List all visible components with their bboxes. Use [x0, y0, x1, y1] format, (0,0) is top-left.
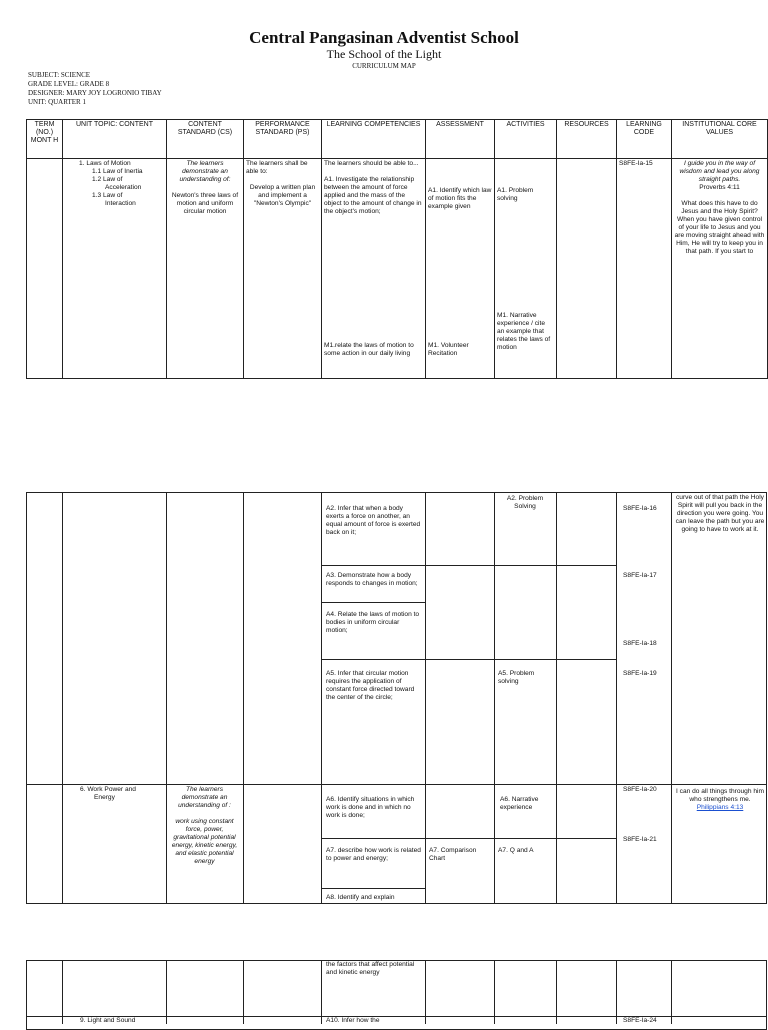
topic9: 9. Light and Sound [80, 1017, 136, 1024]
row-divider [321, 838, 616, 839]
row-divider [321, 888, 425, 889]
document-type: CURRICULUM MAP [352, 62, 416, 70]
lc-a8-cont: the factors that affect potential and kinetic energy [326, 961, 415, 976]
topic6-line: 6. Work Power and [80, 786, 136, 793]
col-resources: RESOURCES [557, 120, 617, 159]
col-assessment: ASSESSMENT [426, 120, 495, 159]
col-unit-topic: UNIT TOPIC: CONTENT [63, 120, 167, 159]
row-divider [321, 659, 616, 660]
col-divider [556, 492, 557, 904]
resources-cell [557, 159, 617, 379]
core-values-cell [672, 159, 768, 379]
unit-topic-cell [63, 159, 167, 379]
term-cell [27, 159, 63, 379]
row-divider [321, 565, 616, 566]
topic6-line: Energy [94, 794, 115, 801]
lc-a6: A6. Identify situations in which work is done and in which no work is done; [326, 796, 415, 819]
col-divider [671, 492, 672, 904]
topic-line: Acceleration [105, 184, 142, 191]
performance-standard-cell [244, 159, 322, 379]
values6-ref-link[interactable]: Philippians 4:13 [696, 804, 744, 811]
subject-line: SUBJECT: SCIENCE [28, 71, 91, 79]
col-divider [243, 960, 244, 1024]
lc-a7: A7. describe how work is related to power and energy; [326, 847, 421, 862]
col-divider [166, 960, 167, 1024]
values6-text: I can do all things through him who strengthens me. [676, 788, 764, 803]
topic-line: 1.1 Law of Inertia [92, 168, 143, 175]
lc-a1: A1. Investigate the relationship between the amount of force applied and the mass of the object to the amount of change in the object's motion; [324, 176, 422, 215]
act-a1: A1. Problem solving [497, 187, 534, 202]
col-content-standard: CONTENT STANDARD (CS) [167, 120, 244, 159]
col-term: TERM (NO.) MONT H [27, 120, 63, 159]
act-m1: M1. Narrative experience / cite an example that relates the laws of motion [497, 312, 551, 351]
col-divider [321, 960, 322, 1024]
cs-body: Newton's three laws of motion and uniform circular motion [171, 192, 239, 215]
values-ref: Proverbs 4:11 [699, 184, 740, 191]
lc-intro: The learners should be able to... [324, 160, 419, 167]
act-a2: A2. Problem Solving [506, 495, 544, 510]
col-divider [671, 960, 672, 1024]
learning-code-cell [617, 159, 672, 379]
topic-line: 1.2 Law of [92, 176, 123, 183]
values-continued: curve out of that path the Holy Spirit will pull you back in the direction you were going. You can leave the path but you are going to have to work at it. [675, 494, 765, 533]
code-a6: S8FE-Ia-20 [623, 786, 657, 793]
act-a5: A5. Problem solving [498, 670, 535, 685]
col-divider [243, 492, 244, 904]
col-divider [494, 960, 495, 1024]
act-a6: A6. Narrative experience [500, 796, 539, 811]
code-a7: S8FE-Ia-21 [623, 836, 657, 843]
competencies-cell [322, 159, 426, 379]
code-a3: S8FE-Ia-17 [623, 572, 657, 579]
table-header-row [27, 120, 768, 159]
unit-line: UNIT: QUARTER 1 [28, 98, 86, 106]
col-divider [616, 960, 617, 1024]
ps-body: Develop a written plan and implement a "Newton's Olympic" [249, 184, 316, 207]
code-a2: S8FE-Ia-16 [623, 505, 657, 512]
col-divider [425, 492, 426, 904]
lc-a10: A10. Infer how the [326, 1017, 380, 1024]
table-row [27, 159, 768, 379]
assess-m1: M1. Volunteer Recitation [428, 342, 469, 357]
cs6-intro: The learners demonstrate an understanding of : [178, 786, 231, 809]
values-body: What does this have to do Jesus and the Holy Spirit? When you have given control of your life to Jesus and you are moving straight ahead with Him, He will try to keep you in that path. If you start to [674, 200, 765, 255]
col-learning-competencies: LEARNING COMPETENCIES [322, 120, 426, 159]
topic-line: Interaction [105, 200, 136, 207]
col-divider [321, 492, 322, 904]
col-learning-code: LEARNING CODE [617, 120, 672, 159]
code-a5: S8FE-Ia-19 [623, 670, 657, 677]
lc-m1: M1.relate the laws of motion to some action in our daily living [324, 342, 414, 357]
topic-line: 1.3 Law of [92, 192, 123, 199]
code-a10: S8FE-Ia-24 [623, 1017, 657, 1024]
lc-a8: A8. Identify and explain [326, 894, 395, 901]
col-divider [166, 492, 167, 904]
topic-line: 1. Laws of Motion [79, 160, 131, 167]
col-divider [556, 960, 557, 1024]
lc-a2: A2. Infer that when a body exerts a force on another, an equal amount of force is exerted back on it; [326, 505, 421, 536]
col-activities: ACTIVITIES [495, 120, 557, 159]
values6-cell [673, 788, 767, 812]
cs6-cell [168, 786, 241, 866]
cs-intro: The learners demonstrate an understanding of: [179, 160, 231, 183]
lc-a4: A4. Relate the laws of motion to bodies in uniform circular motion; [326, 611, 420, 634]
col-divider [494, 492, 495, 904]
school-tagline: The School of the Light [326, 47, 442, 61]
col-divider [425, 960, 426, 1024]
grade-line: GRADE LEVEL: GRADE 8 [28, 80, 110, 88]
curriculum-table-page1 [26, 119, 768, 379]
col-divider [62, 492, 63, 904]
assessment-cell [426, 159, 495, 379]
row-divider [321, 602, 425, 603]
col-divider [616, 492, 617, 904]
school-name: Central Pangasinan Adventist School [249, 28, 519, 47]
lc-a5: A5. Infer that circular motion requires the application of constant force directed toward the center of the circle; [326, 670, 415, 701]
content-standard-cell [167, 159, 244, 379]
values-quote: I guide you in the way of wisdom and lead you along straight paths. [679, 160, 760, 183]
code-value: S8FE-Ia-15 [619, 160, 653, 167]
col-divider [62, 960, 63, 1024]
ps-intro: The learners shall be able to: [246, 160, 308, 175]
lc-a3: A3. Demonstrate how a body responds to changes in motion; [326, 572, 418, 587]
designer-line: DESIGNER: MARY JOY LOGRONIO TIBAY [28, 89, 162, 97]
row-divider [26, 784, 767, 785]
col-performance-standard: PERFORMANCE STANDARD (PS) [244, 120, 322, 159]
cs6-body: work using constant force, power, gravitational potential energy, kinetic energy, and elastic potential energy [171, 818, 238, 865]
code-a4: S8FE-Ia-18 [623, 640, 657, 647]
act-a7: A7. Q and A [498, 847, 534, 854]
assess-a7: A7. Comparison Chart [429, 847, 477, 862]
assess-a1: A1. Identify which law of motion fits the example given [428, 187, 492, 210]
activities-cell [495, 159, 557, 379]
col-core-values: INSTITUTIONAL CORE VALUES [672, 120, 768, 159]
